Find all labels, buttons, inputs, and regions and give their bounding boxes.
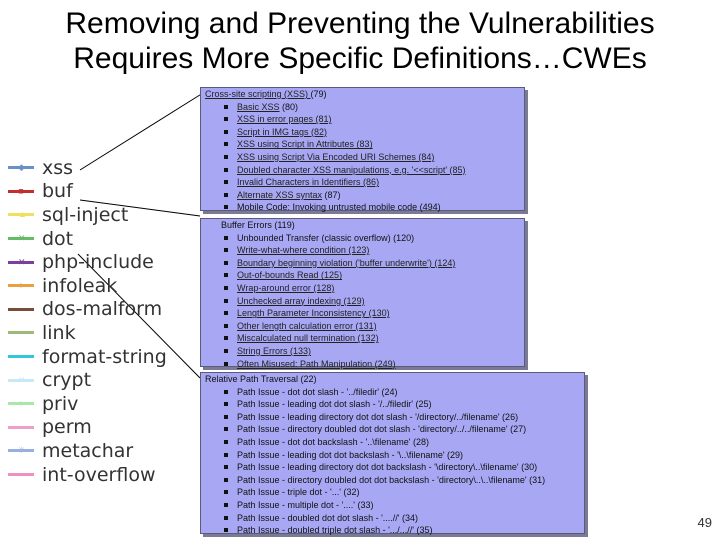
legend-line-icon xyxy=(8,256,34,267)
xss-cwe-item xyxy=(201,126,524,139)
path-cwe-item: Path Issue - triple dot - '...' (32) xyxy=(201,486,584,499)
buffer-cwe-item xyxy=(201,282,524,295)
buffer-cwe-item xyxy=(201,345,524,358)
xss-cwe-item-link[interactable]: XSS in error pages (81) xyxy=(237,114,332,125)
path-cwe-item: Path Issue - multiple dot - '....' (33) xyxy=(201,499,584,512)
xss-head-suffix: (79) xyxy=(310,89,327,99)
legend-line-icon xyxy=(8,426,34,429)
legend xyxy=(8,156,198,486)
legend-label: php-include xyxy=(42,251,154,274)
path-cwe-item: Path Issue - directory doubled dot dot slash - 'directory/../../filename' (27) xyxy=(201,423,584,436)
legend-line-icon xyxy=(8,280,34,291)
legend-label: infoleak xyxy=(42,274,118,297)
legend-line-icon xyxy=(8,233,34,244)
path-list xyxy=(201,386,584,537)
path-cwe-item: Path Issue - leading directory dot dot slash - '/directory/../filename' (26) xyxy=(201,411,584,424)
buffer-cwe-item-link[interactable]: String Errors (133) xyxy=(237,345,312,356)
xss-box-head xyxy=(201,88,524,101)
path-cwe-item: Path Issue - leading dot dot backslash - '\..\filename' (29) xyxy=(201,449,584,462)
legend-line-icon xyxy=(8,398,34,409)
legend-marker-icon: ✕ xyxy=(18,256,26,267)
legend-label: crypt xyxy=(42,369,92,392)
legend-item xyxy=(8,156,198,180)
legend-item xyxy=(8,368,198,392)
xss-cwe-item-link[interactable]: Script in IMG tags (82) xyxy=(237,126,328,137)
buffer-cwe-item-link[interactable]: Miscalculated null termination (132) xyxy=(237,333,379,344)
buffer-cwe-item-link[interactable]: Wrap-around error (128) xyxy=(237,282,335,293)
legend-label: dos-malform xyxy=(42,298,163,321)
legend-line-icon xyxy=(8,209,34,220)
path-traversal-cwe-box xyxy=(200,372,585,534)
buffer-cwe-item-link[interactable]: Boundary beginning violation ('buffer underwrite') (124) xyxy=(237,257,456,268)
buffer-cwe-item-link[interactable]: Unchecked array indexing (129) xyxy=(237,295,365,306)
title-line-2: Requires More Specific Definitions…CWEs xyxy=(73,42,647,75)
buffer-cwe-item-link[interactable]: Other length calculation error (131) xyxy=(237,320,377,331)
legend-label: priv xyxy=(42,392,79,415)
legend-line-icon xyxy=(8,355,34,358)
buffer-box-head: Buffer Errors (119) xyxy=(221,220,295,230)
xss-cwe-item-text: (80) xyxy=(279,101,299,112)
buffer-cwe-item xyxy=(201,257,524,270)
xss-cwe-item-link[interactable]: Alternate XSS syntax xyxy=(237,189,323,200)
xss-cwe-item-link[interactable]: XSS using Script in Attributes (83) xyxy=(237,139,373,150)
buffer-cwe-item xyxy=(201,232,524,245)
legend-line-icon xyxy=(8,162,34,173)
xss-cwe-item xyxy=(201,164,524,177)
buffer-cwe-item-link[interactable]: Length Parameter Inconsistency (130) xyxy=(237,308,390,319)
legend-line-icon xyxy=(8,374,34,385)
path-cwe-item: Path Issue - dot dot backslash - '..\filename' (28) xyxy=(201,436,584,449)
xss-cwe-item xyxy=(201,101,524,114)
xss-cwe-item-link[interactable]: Basic XSS xyxy=(237,101,280,112)
xss-cwe-item xyxy=(201,201,524,214)
legend-line-icon xyxy=(8,473,34,476)
legend-label: sql-inject xyxy=(42,203,129,226)
legend-label: link xyxy=(42,321,76,344)
buffer-cwe-item xyxy=(201,320,524,333)
legend-marker-icon: ✕ xyxy=(18,233,26,244)
xss-cwe-item xyxy=(201,176,524,189)
legend-label: xss xyxy=(42,156,74,179)
legend-item xyxy=(8,439,198,463)
xss-cwe-item xyxy=(201,138,524,151)
legend-item xyxy=(8,250,198,274)
legend-label: format-string xyxy=(42,345,167,368)
legend-label: buf xyxy=(42,180,73,203)
legend-line-icon xyxy=(8,445,34,456)
buffer-cwe-item xyxy=(201,332,524,345)
legend-item xyxy=(8,321,198,345)
legend-line-icon xyxy=(8,185,34,196)
path-cwe-item: Path Issue - doubled dot dot slash - '....//' (34) xyxy=(201,512,584,525)
legend-marker-icon: ◆ xyxy=(18,162,25,173)
legend-marker-icon: ■ xyxy=(18,185,24,196)
legend-marker-icon: ● xyxy=(18,280,24,291)
path-cwe-item: Path Issue - leading dot dot slash - '/../filedir' (25) xyxy=(201,398,584,411)
legend-marker-icon: ▲ xyxy=(18,209,27,220)
path-cwe-item: Path Issue - doubled triple dot slash - '.../...//' (35) xyxy=(201,524,584,537)
buffer-cwe-item-link[interactable]: Often Misused: Path Manipulation (249) xyxy=(237,358,396,369)
xss-cwe-item-text: (87) xyxy=(322,189,341,200)
legend-marker-icon: ● xyxy=(18,398,24,409)
buffer-cwe-item xyxy=(201,307,524,320)
xss-cwe-item xyxy=(201,113,524,126)
xss-cwe-item xyxy=(201,189,524,202)
xss-cwe-item xyxy=(201,151,524,164)
buffer-cwe-item xyxy=(201,269,524,282)
legend-label: perm xyxy=(42,416,92,439)
buffer-cwe-item-link[interactable]: Out-of-bounds Read (125) xyxy=(237,270,343,281)
buffer-list xyxy=(201,232,524,371)
legend-item xyxy=(8,227,198,251)
legend-marker-icon: ✕ xyxy=(18,374,26,385)
legend-marker-icon: ✳ xyxy=(18,445,26,456)
buffer-cwe-item-link[interactable]: Write-what-where condition (123) xyxy=(237,245,370,256)
legend-item xyxy=(8,392,198,416)
xss-cwe-item-text: Mobile Code: Invoking untrusted mobile code (494) xyxy=(237,202,441,213)
xss-cwe-item-link[interactable]: Doubled character XSS manipulations, e.g. '<<script' (85) xyxy=(237,164,466,175)
buffer-cwe-item-text: Unbounded Transfer (classic overflow) (120) xyxy=(237,232,415,243)
buffer-cwe-item xyxy=(201,295,524,308)
legend-item xyxy=(8,345,198,369)
path-box-head: Relative Path Traversal (22) xyxy=(205,374,317,384)
legend-item xyxy=(8,203,198,227)
xss-cwe-item-link[interactable]: Invalid Characters in Identifiers (86) xyxy=(237,177,380,188)
buffer-cwe-box xyxy=(200,218,525,367)
xss-list xyxy=(201,101,524,214)
title-line-1: Removing and Preventing the Vulnerabilities xyxy=(65,7,655,40)
legend-item xyxy=(8,298,198,322)
buffer-cwe-item xyxy=(201,244,524,257)
xss-cwe-box xyxy=(200,87,525,211)
legend-line-icon xyxy=(8,331,34,334)
legend-label: dot xyxy=(42,227,74,250)
legend-item xyxy=(8,463,198,487)
path-cwe-item: Path Issue - leading directory dot dot backslash - '\directory\..\filename' (30) xyxy=(201,461,584,474)
legend-label: int-overflow xyxy=(42,463,156,486)
page-number: 49 xyxy=(697,515,712,530)
legend-label: metachar xyxy=(42,439,134,462)
path-cwe-item: Path Issue - directory doubled dot dot backslash - 'directory\..\..\filename' (31) xyxy=(201,474,584,487)
legend-line-icon xyxy=(8,308,34,311)
xss-head-link[interactable]: Cross-site scripting (XSS) xyxy=(205,89,311,99)
xss-cwe-item-link[interactable]: XSS using Script Via Encoded URI Schemes (84) xyxy=(237,151,435,162)
buffer-cwe-item xyxy=(201,358,524,371)
legend-item xyxy=(8,180,198,204)
legend-item xyxy=(8,274,198,298)
path-cwe-item: Path Issue - dot dot slash - '../filedir' (24) xyxy=(201,386,584,399)
legend-item xyxy=(8,416,198,440)
